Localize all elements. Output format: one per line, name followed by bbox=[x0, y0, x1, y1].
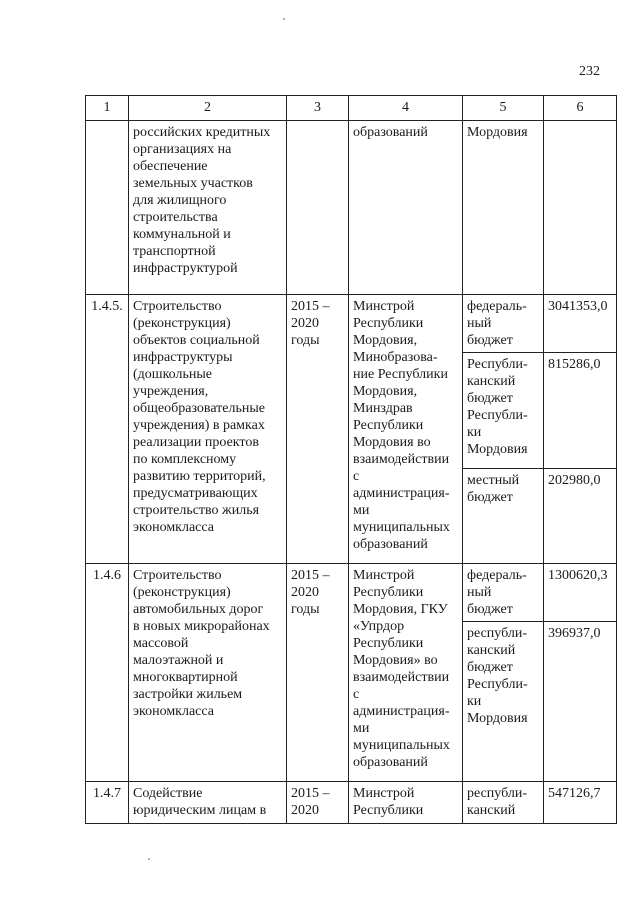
column-number-header-row bbox=[86, 96, 617, 121]
term-cell: 2015 – 2020 годы bbox=[287, 564, 349, 782]
funding-source-cell: республи- канский бюджет Республи- ки Мордовия bbox=[463, 622, 544, 782]
executor-cell: Минстрой Республики bbox=[349, 782, 463, 824]
column-number: 3 bbox=[287, 96, 349, 121]
executor-cell: Минстрой Республики Мордовия, Минобразова- ние Республики Мордовия, Минздрав Республики Мордовия во взаимодействии с администрация- ми муниципальных образований bbox=[349, 295, 463, 564]
column-number: 2 bbox=[129, 96, 287, 121]
funding-source-cell: федераль- ный бюджет bbox=[463, 295, 544, 353]
item-number-cell bbox=[86, 121, 129, 295]
executor-cell: образований bbox=[349, 121, 463, 295]
column-number: 6 bbox=[544, 96, 617, 121]
executor-cell: Минстрой Республики Мордовия, ГКУ «Упрдор Республики Мордовия» во взаимодействии с администрация- ми муниципальных образований bbox=[349, 564, 463, 782]
funding-amount-cell: 547126,7 bbox=[544, 782, 617, 824]
measure-name-cell: Строительство (реконструкция) автомобильных дорог в новых микрорайонах массовой малоэтажной и многоквартирной застройки жильем экономкласса bbox=[129, 564, 287, 782]
funding-amount-cell: 1300620,3 bbox=[544, 564, 617, 622]
table-row-1-4-6 bbox=[86, 564, 617, 622]
item-number-cell: 1.4.6 bbox=[86, 564, 129, 782]
scan-speck bbox=[283, 18, 285, 20]
funding-source-cell: Республи- канский бюджет Республи- ки Мордовия bbox=[463, 353, 544, 469]
funding-amount-cell: 202980,0 bbox=[544, 469, 617, 564]
funding-source-cell: Мордовия bbox=[463, 121, 544, 295]
funding-amount-cell: 3041353,0 bbox=[544, 295, 617, 353]
funding-amount-cell bbox=[544, 121, 617, 295]
column-number: 4 bbox=[349, 96, 463, 121]
table-row-continuation bbox=[86, 121, 617, 295]
term-cell bbox=[287, 121, 349, 295]
column-number: 1 bbox=[86, 96, 129, 121]
item-number-cell: 1.4.7 bbox=[86, 782, 129, 824]
funding-source-cell: федераль- ный бюджет bbox=[463, 564, 544, 622]
funding-source-cell: местный бюджет bbox=[463, 469, 544, 564]
term-cell: 2015 – 2020 bbox=[287, 782, 349, 824]
item-number-cell: 1.4.5. bbox=[86, 295, 129, 564]
measure-name-cell: российских кредитных организациях на обеспечение земельных участков для жилищного строительства коммунальной и транспортной инфраструктурой bbox=[129, 121, 287, 295]
table-row-1-4-5 bbox=[86, 295, 617, 353]
program-measures-table bbox=[85, 95, 617, 824]
measure-name-cell: Строительство (реконструкция) объектов социальной инфраструктуры (дошкольные учреждения, общеобразовательные учреждения) в рамках реализации проектов по комплексному развитию территорий, предусматривающих строительство жилья экономкласса bbox=[129, 295, 287, 564]
measure-name-cell: Содействие юридическим лицам в bbox=[129, 782, 287, 824]
funding-amount-cell: 815286,0 bbox=[544, 353, 617, 469]
term-cell: 2015 – 2020 годы bbox=[287, 295, 349, 564]
scan-speck bbox=[148, 858, 150, 860]
column-number: 5 bbox=[463, 96, 544, 121]
table-row-1-4-7 bbox=[86, 782, 617, 824]
funding-amount-cell: 396937,0 bbox=[544, 622, 617, 782]
page-number: 232 bbox=[579, 64, 600, 79]
funding-source-cell: республи- канский bbox=[463, 782, 544, 824]
